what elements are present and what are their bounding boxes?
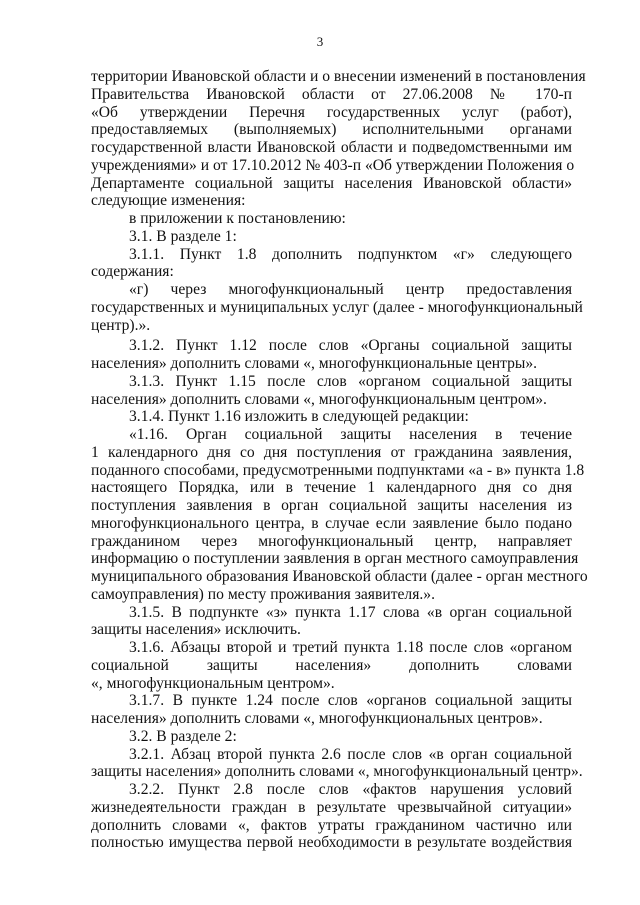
text-line: 3.1. В разделе 1:	[129, 227, 237, 245]
text-line: гражданином через многофункциональный центр, направляет	[91, 532, 572, 550]
text-line: государственных и муниципальных услуг (далее - многофункциональный	[91, 298, 583, 316]
text-line: самоуправления) по месту проживания заявителя.».	[91, 585, 435, 603]
text-line: 1 календарного дня со дня поступления от гражданина заявления,	[91, 443, 572, 461]
text-line: «г) через многофункциональный центр предоставления	[129, 281, 572, 298]
text-line: Департаменте социальной защиты населения Ивановской области»	[91, 174, 572, 192]
text-line: 3.1.7. В пункте 1.24 после слов «органов социальной защиты	[129, 692, 572, 710]
text-line: предоставляемых (выполняемых) исполнительными органами	[91, 121, 572, 139]
text-line: территории Ивановской области и о внесении изменений в постановления	[91, 68, 586, 85]
text-line: полностью имущества первой необходимости в результате воздействия	[91, 834, 572, 852]
text-line: 3.1.1. Пункт 1.8 дополнить подпунктом «г» следующего	[129, 245, 572, 263]
text-line: следующие изменения:	[91, 192, 246, 210]
text-line: поступления заявления в орган социальной защиты населения из	[91, 497, 572, 514]
text-line: 3.1.2. Пункт 1.12 после слов «Органы социальной защиты	[129, 337, 572, 355]
text-line: настоящего Порядка, или в течение 1 календарного дня со дня	[91, 479, 572, 497]
text-line: жизнедеятельности граждан в результате чрезвычайной ситуации»	[91, 798, 572, 816]
text-line: информацию о поступлении заявления в орган местного самоуправления	[91, 550, 579, 568]
text-line: муниципального образования Ивановской области (далее - орган местного	[91, 568, 588, 585]
text-line: «1.16. Орган социальной защиты населения в течение	[129, 426, 572, 443]
text-line: «, многофункциональным центром».	[91, 674, 335, 692]
text-line: центр).».	[91, 316, 151, 334]
text-line: защиты населения» исключить.	[91, 621, 301, 639]
text-line: 3.2.2. Пункт 2.8 после слов «фактов нарушения условий	[129, 781, 572, 798]
text-line: 3.1.6. Абзацы второй и третий пункта 1.18 после слов «органом	[129, 639, 572, 656]
text-line: «Об утверждении Перечня государственных услуг (работ),	[91, 103, 572, 121]
text-line: населения» дополнить словами «, многофункциональные центры».	[91, 355, 538, 372]
text-line: 3.1.3. Пункт 1.15 после слов «органом социальной защиты	[129, 372, 572, 390]
text-line: дополнить словами «, фактов утраты гражданином частично или	[91, 816, 572, 834]
text-line: Правительства Ивановской области от 27.06.2008 № 170-п	[91, 85, 572, 103]
text-line: в приложении к постановлению:	[129, 210, 346, 227]
text-line: государственной власти Ивановской области и подведомственными им	[91, 139, 572, 156]
document-body	[91, 68, 588, 852]
text-line: 3.2.1. Абзац второй пункта 2.6 после слов «в орган социальной	[129, 745, 572, 763]
text-line: населения» дополнить словами «, многофункциональных центров».	[91, 710, 543, 727]
text-line: учреждениями» и от 17.10.2012 № 403-п «Об утверждении Положения о	[91, 156, 575, 174]
text-line: многофункционального центра, в случае если заявление было подано	[91, 514, 572, 532]
text-line: населения» дополнить словами «, многофункциональным центром».	[91, 390, 547, 408]
text-line: поданного способами, предусмотренными подпунктами «а - в» пункта 1.8	[91, 461, 585, 479]
text-line: защиты населения» дополнить словами «, многофункциональный центр».	[91, 763, 583, 781]
text-line: 3.1.5. В подпункте «з» пункта 1.17 слова «в орган социальной	[129, 603, 572, 621]
text-line: содержания:	[91, 263, 174, 281]
text-line: социальной защиты населения» дополнить словами	[91, 656, 572, 674]
text-line: 3.1.4. Пункт 1.16 изложить в следующей редакции:	[129, 408, 469, 426]
page-number: 3	[316, 34, 324, 49]
text-line: 3.2. В разделе 2:	[129, 727, 237, 745]
